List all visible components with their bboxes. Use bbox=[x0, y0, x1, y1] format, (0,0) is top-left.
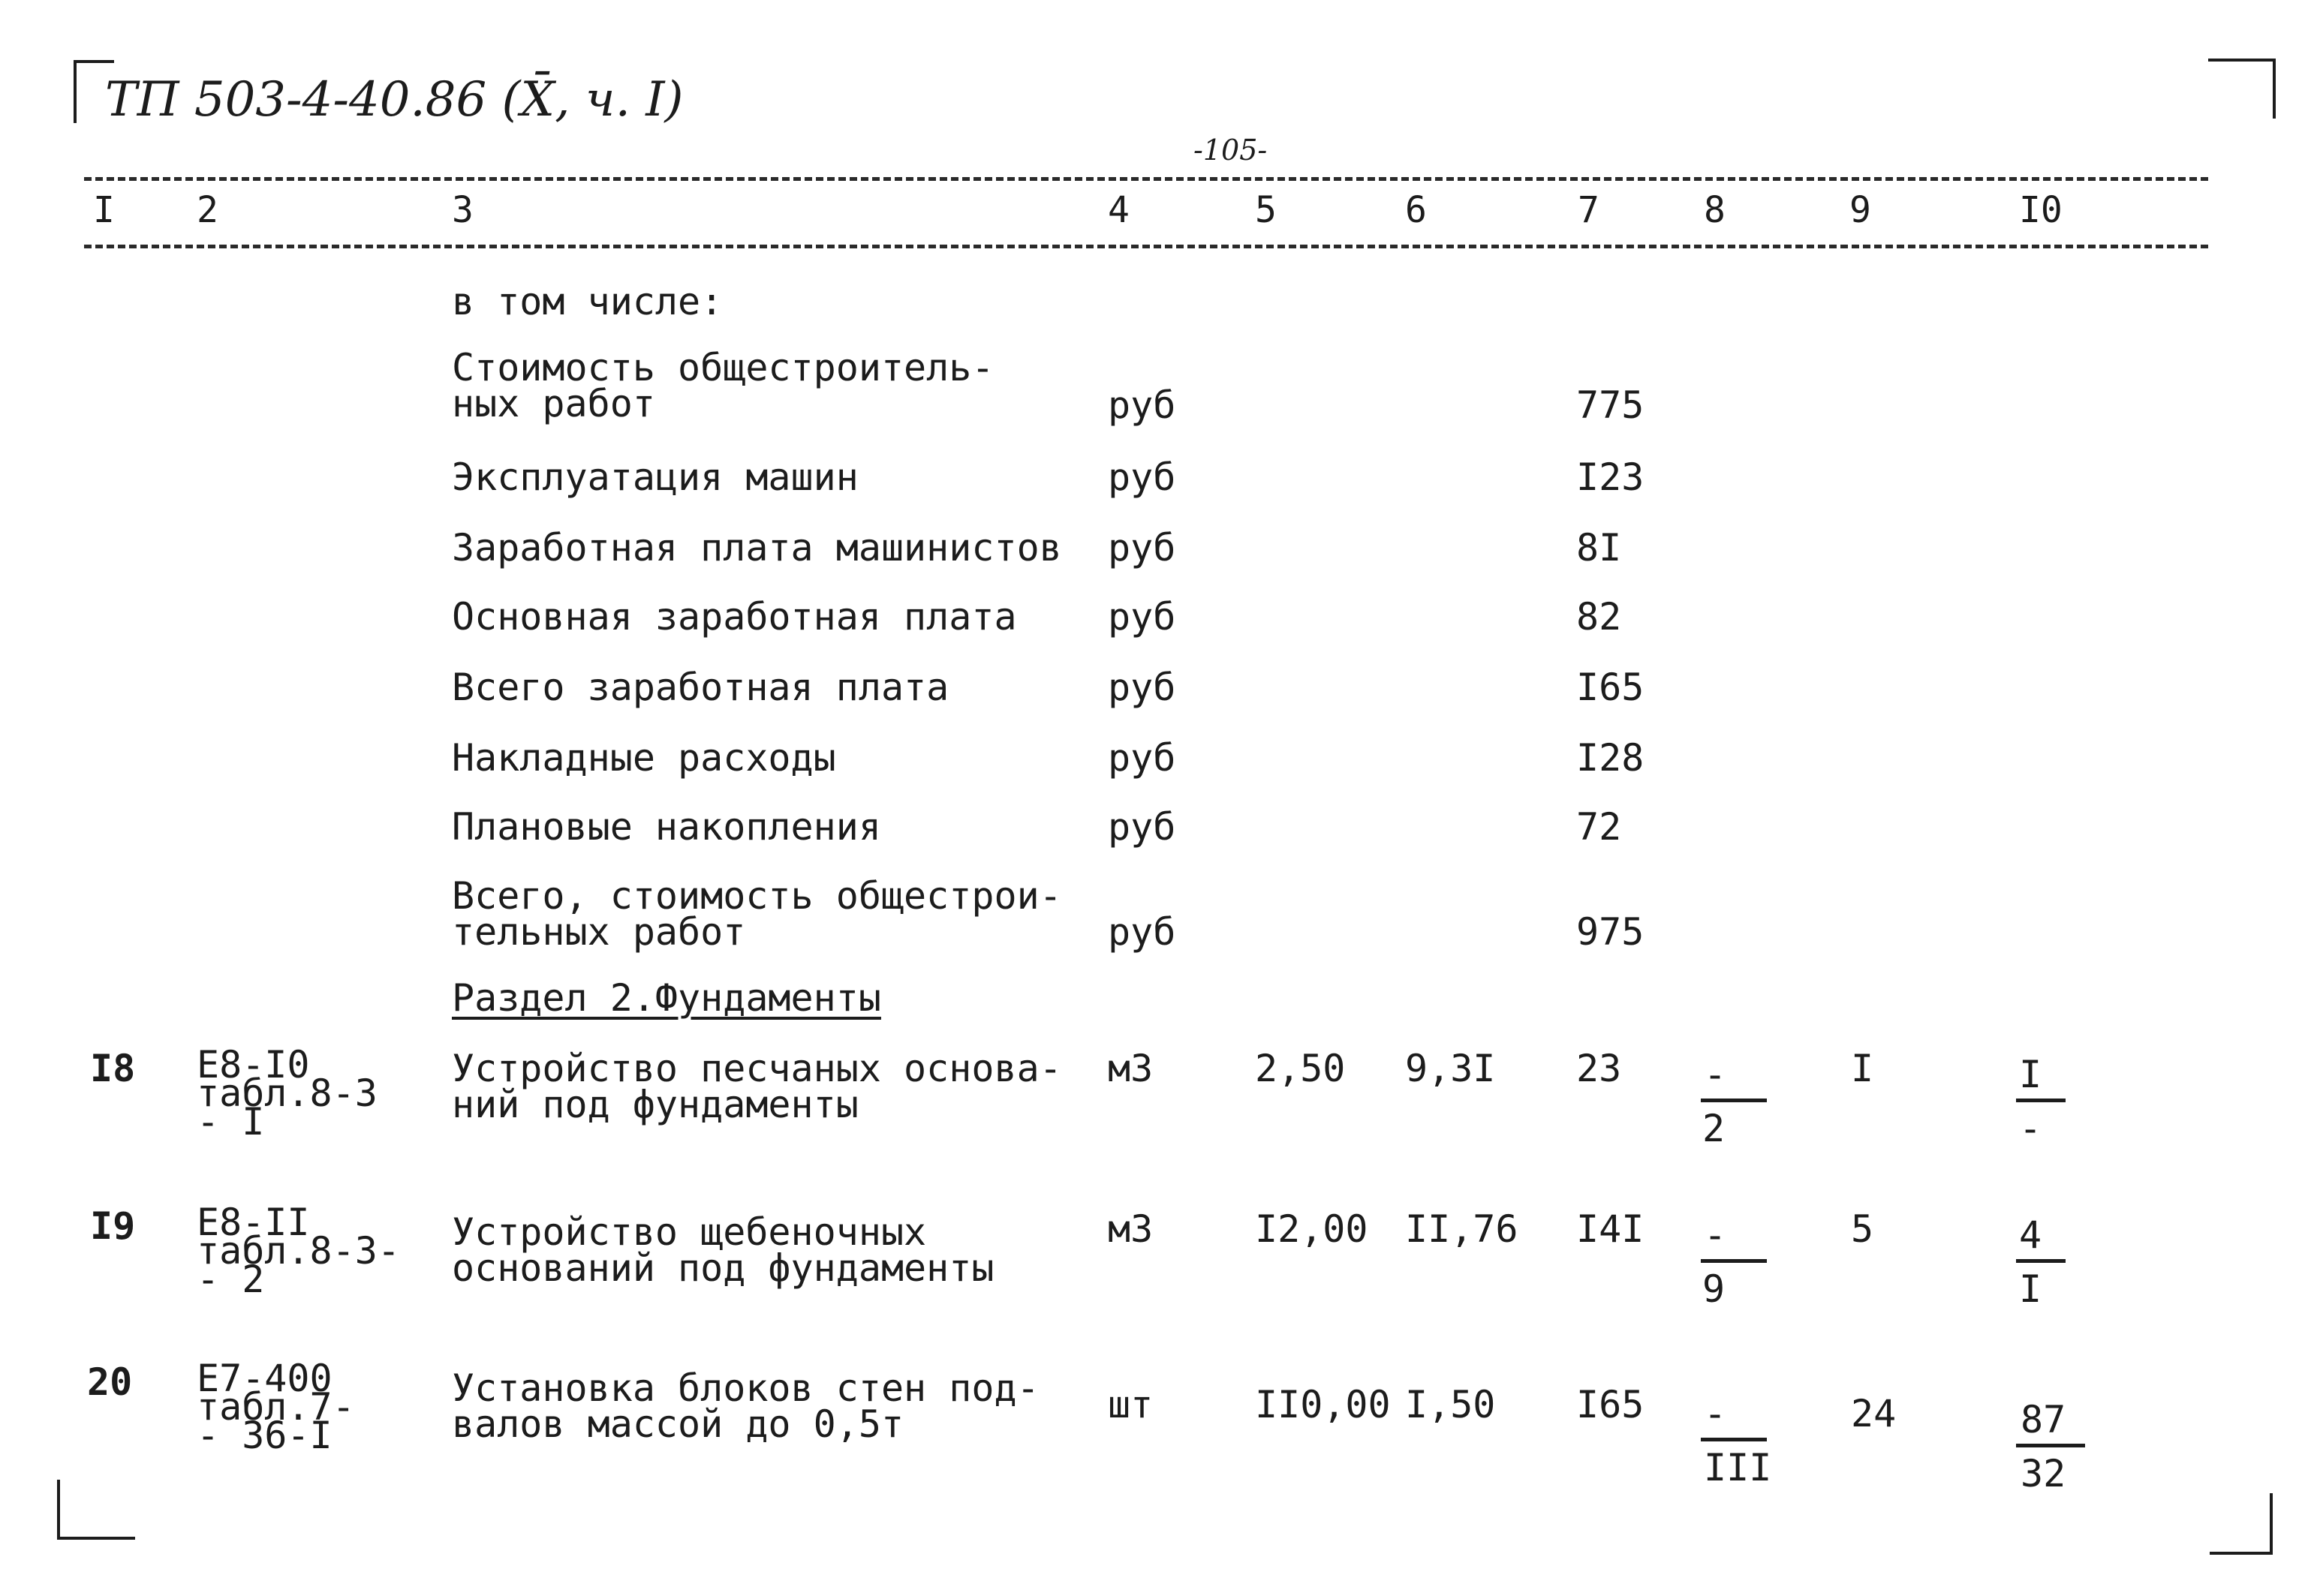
summary-row-value: I23 bbox=[1576, 455, 1644, 499]
item-unit: м3 bbox=[1108, 1207, 1154, 1251]
column-header-8: 8 bbox=[1704, 189, 1726, 231]
column-header-10: I0 bbox=[2019, 189, 2063, 231]
item-unit: шт bbox=[1108, 1383, 1154, 1426]
item-col8-bottom: 9 bbox=[1702, 1267, 1726, 1311]
item-name: Устройство щебеночных оснований под фундаменты bbox=[452, 1210, 995, 1290]
summary-row-value: 8I bbox=[1576, 526, 1622, 570]
summary-row-name: Всего заработная плата bbox=[452, 666, 949, 709]
frame-corner-bottom-right bbox=[2210, 1493, 2273, 1555]
item-qty: II0,00 bbox=[1255, 1383, 1391, 1426]
summary-row-unit: руб bbox=[1108, 383, 1176, 427]
column-header-4: 4 bbox=[1108, 189, 1130, 231]
item-col10-top: 87 bbox=[2021, 1398, 2066, 1441]
summary-row-value: I65 bbox=[1576, 666, 1644, 709]
item-col10-bottom: - bbox=[2019, 1107, 2042, 1150]
item-unit: м3 bbox=[1108, 1047, 1154, 1090]
item-col9: 5 bbox=[1851, 1207, 1874, 1251]
item-col8-top: - bbox=[1704, 1053, 1727, 1096]
summary-row-name: Накладные расходы bbox=[452, 736, 836, 780]
item-number: 20 bbox=[87, 1360, 133, 1404]
intro-text: в том числе: bbox=[452, 280, 724, 323]
item-code: Е8-I0 табл.8-3 - I bbox=[197, 1043, 378, 1144]
fraction-bar bbox=[2016, 1259, 2066, 1263]
column-header-3: 3 bbox=[452, 189, 474, 231]
item-code: Е8-II табл.8-3- - 2 bbox=[197, 1201, 400, 1301]
column-header-7: 7 bbox=[1578, 189, 1599, 231]
item-total: I65 bbox=[1576, 1383, 1644, 1426]
summary-row-name: Стоимость общестроитель- ных работ bbox=[452, 346, 995, 425]
item-qty: I2,00 bbox=[1255, 1207, 1368, 1251]
column-header-5: 5 bbox=[1255, 189, 1277, 231]
item-col10-top: I bbox=[2019, 1053, 2042, 1096]
item-name: Установка блоков стен под- валов массой до 0,5т bbox=[452, 1366, 1040, 1446]
summary-row-value: 975 bbox=[1576, 910, 1644, 954]
frame-corner-top-right bbox=[2208, 59, 2276, 119]
column-header-9: 9 bbox=[1849, 189, 1871, 231]
item-col8-top: - bbox=[1704, 1392, 1727, 1435]
column-header-2: 2 bbox=[197, 189, 218, 231]
item-price: 9,3I bbox=[1405, 1047, 1496, 1090]
summary-row-name: Основная заработная плата bbox=[452, 595, 1017, 639]
summary-row-value: 82 bbox=[1576, 595, 1622, 639]
item-col8-bottom: III bbox=[1704, 1446, 1772, 1489]
header-rule-bottom bbox=[84, 245, 2208, 248]
item-number: I9 bbox=[90, 1204, 136, 1248]
item-col10-bottom: I bbox=[2019, 1267, 2042, 1311]
summary-row-value: I28 bbox=[1576, 736, 1644, 780]
item-price: II,76 bbox=[1405, 1207, 1518, 1251]
fraction-bar bbox=[1701, 1438, 1767, 1441]
summary-row-name: Заработная плата машинистов bbox=[452, 526, 1062, 570]
summary-row-value: 72 bbox=[1576, 805, 1622, 849]
item-total: I4I bbox=[1576, 1207, 1644, 1251]
item-qty: 2,50 bbox=[1255, 1047, 1346, 1090]
section-title: Раздел 2.Фундаменты bbox=[452, 976, 881, 1020]
summary-row-unit: руб bbox=[1108, 805, 1176, 849]
summary-row-name: Эксплуатация машин bbox=[452, 455, 859, 499]
item-col10-bottom: 32 bbox=[2021, 1452, 2066, 1495]
column-header-6: 6 bbox=[1405, 189, 1427, 231]
summary-row-unit: руб bbox=[1108, 455, 1176, 499]
item-price: I,50 bbox=[1405, 1383, 1496, 1426]
header-rule-top bbox=[84, 177, 2208, 181]
summary-row-value: 775 bbox=[1576, 383, 1644, 427]
summary-row-name: Всего, стоимость общестрои- тельных работ bbox=[452, 874, 1062, 954]
summary-row-unit: руб bbox=[1108, 666, 1176, 709]
item-number: I8 bbox=[90, 1047, 136, 1090]
summary-row-name: Плановые накопления bbox=[452, 805, 881, 849]
summary-row-unit: руб bbox=[1108, 736, 1176, 780]
fraction-bar bbox=[1701, 1099, 1767, 1102]
item-total: 23 bbox=[1576, 1047, 1622, 1090]
item-col9: I bbox=[1851, 1047, 1874, 1090]
fraction-bar bbox=[2016, 1099, 2066, 1102]
summary-row-unit: руб bbox=[1108, 526, 1176, 570]
document-code: ТП 503-4-40.86 (X̄, ч. I) bbox=[105, 72, 684, 128]
summary-row-unit: руб bbox=[1108, 910, 1176, 954]
item-name: Устройство песчаных основа- ний под фундаменты bbox=[452, 1047, 1062, 1126]
item-col8-bottom: 2 bbox=[1702, 1107, 1726, 1150]
item-code: Е7-400 табл.7- - 36-I bbox=[197, 1357, 355, 1457]
summary-row-unit: руб bbox=[1108, 595, 1176, 639]
fraction-bar bbox=[2016, 1444, 2085, 1447]
column-header-1: I bbox=[93, 189, 115, 231]
item-col8-top: - bbox=[1704, 1213, 1727, 1257]
item-col9: 24 bbox=[1851, 1392, 1897, 1435]
fraction-bar bbox=[1701, 1259, 1767, 1263]
page-number: -105- bbox=[1193, 134, 1268, 167]
frame-corner-bottom-left bbox=[57, 1480, 135, 1540]
item-col10-top: 4 bbox=[2019, 1213, 2042, 1257]
